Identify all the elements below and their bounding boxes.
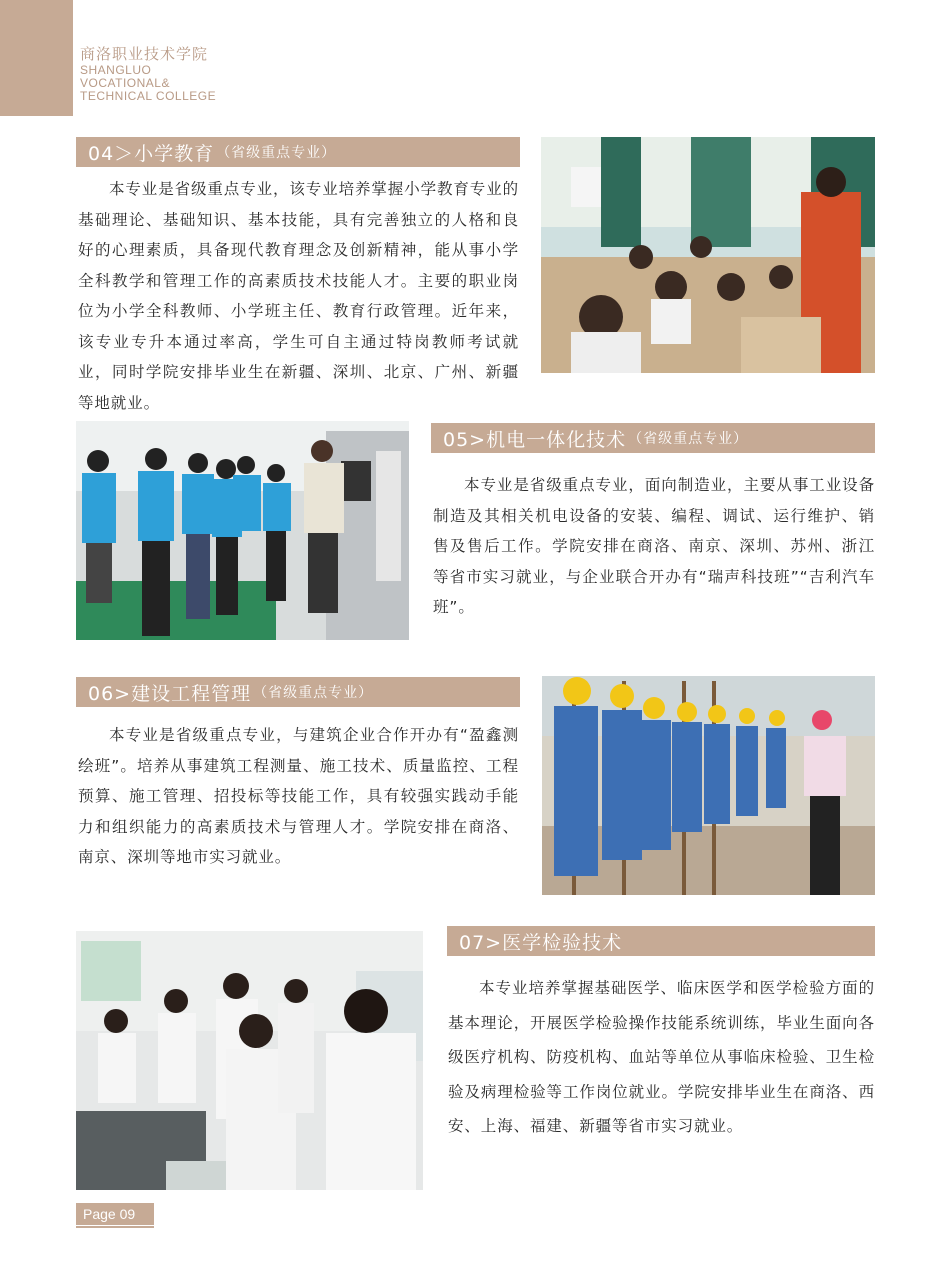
classroom-photo [541,137,875,373]
school-brand [80,44,216,103]
workshop-photo [76,421,409,640]
school-name-en-line3: TECHNICAL COLLEGE [80,89,217,103]
section-06-tag: （省级重点专业） [253,685,374,701]
section-07-title: 07>医学检验技术 [459,931,623,954]
school-name-en-line2: VOCATIONAL& [80,76,170,90]
section-05-title: 05>机电一体化技术 [443,428,627,451]
section-05-heading [431,423,875,453]
laboratory-photo [76,931,423,1190]
section-07-heading [447,926,875,956]
section-04-tag: （省级重点专业） [216,145,337,161]
section-04-heading [76,137,520,167]
school-name-en-line1: SHANGLUO [80,63,152,77]
page-number-underline [76,1226,154,1228]
school-name-cn: 商洛职业技术学院 [80,45,209,63]
section-06-heading [76,677,520,707]
section-06-title: 06>建设工程管理 [88,682,252,705]
corner-accent-block [0,0,73,116]
section-05-body: 本专业是省级重点专业，面向制造业，主要从事工业设备制造及其相关机电设备的安装、编程、调试、运行维护、销售及售后工作。学院安排在商洛、南京、深圳、苏州、浙江等省市实习就业，与企业联合开办有“瑞声科技班”“吉利汽车班”。 [433,476,875,616]
section-04-title: 04＞小学教育 [88,142,215,165]
section-07-body: 本专业培养掌握基础医学、临床医学和医学检验方面的基本理论，开展医学检验操作技能系统训练，毕业生面向各级医疗机构、防疫机构、血站等单位从事临床检验、卫生检验及病理检验等工作岗位就业。学院安排毕业生在商洛、西安、上海、福建、新疆等省市实习就业。 [448,979,875,1136]
section-06-body: 本专业是省级重点专业，与建筑企业合作开办有“盈鑫测绘班”。培养从事建筑工程测量、施工技术、质量监控、工程预算、施工管理、招投标等技能工作，具有较强实践动手能力和组织能力的高素质技术与管理人才。学院安排在商洛、南京、深圳等地市实习就业。 [78,726,519,866]
page-number: Page 09 [76,1203,154,1225]
section-05-tag: （省级重点专业） [628,431,749,447]
section-04-body: 本专业是省级重点专业，该专业培养掌握小学教育专业的基础理论、基础知识、基本技能，具有完善独立的人格和良好的心理素质，具备现代教育理念及创新精神，能从事小学全科教学和管理工作的高素质技术技能人才。主要的职业岗位为小学全科教师、小学班主任、教育行政管理。近年来，该专业专升本通过率高，学生可自主通过特岗教师考试就业，同时学院安排毕业生在新疆、深圳、北京、广州、新疆等地就业。 [78,180,520,412]
construction-site-photo [542,676,875,895]
